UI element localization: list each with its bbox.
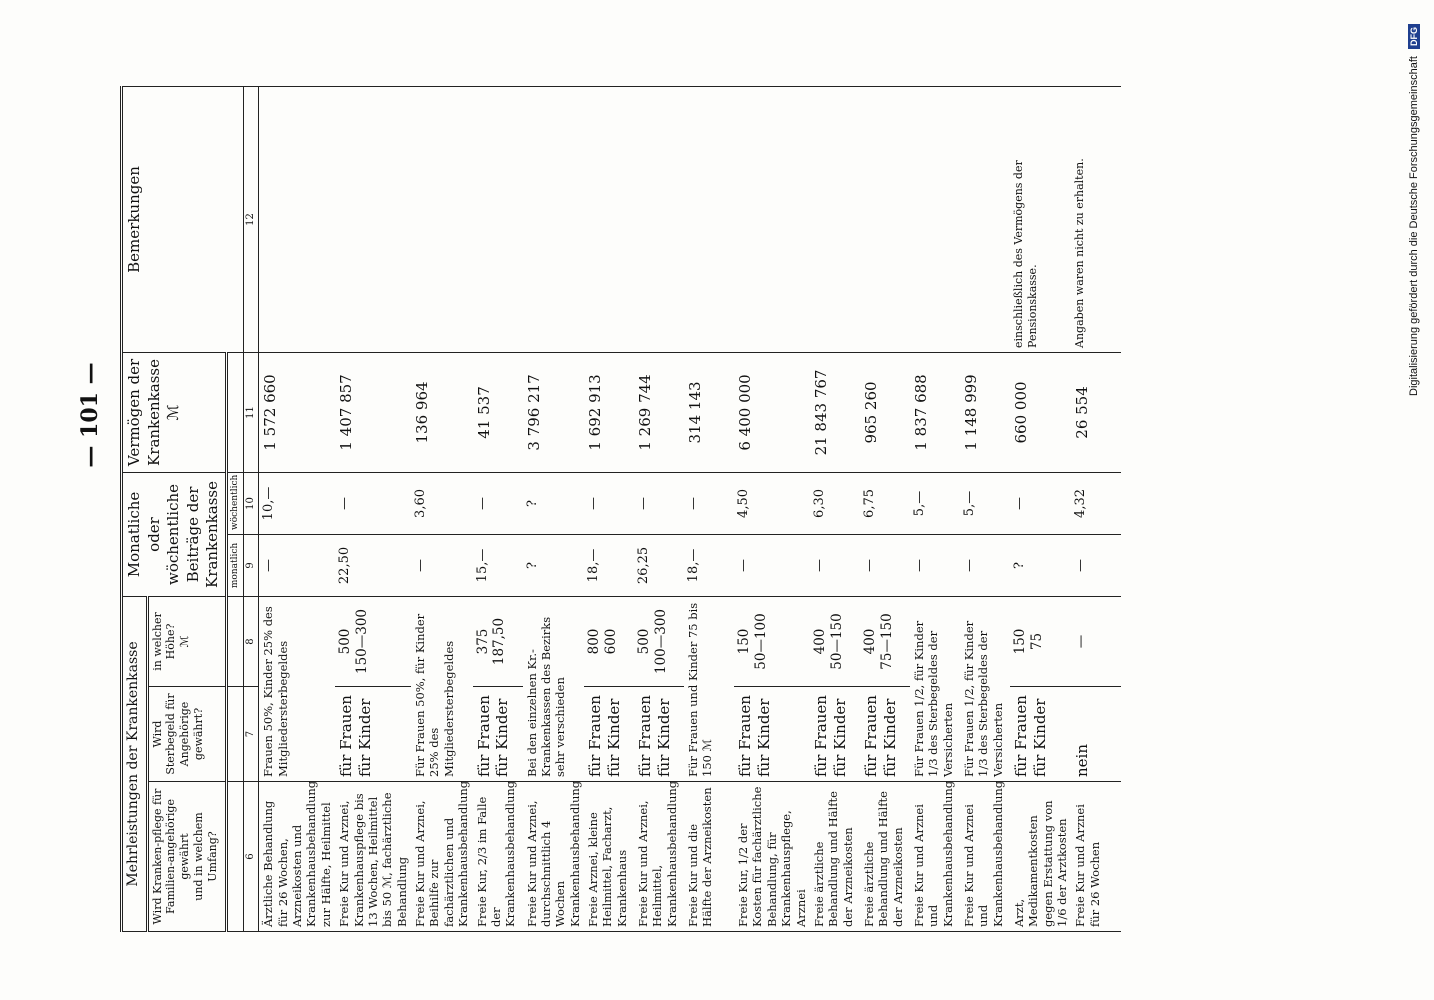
monthly-cell: 22,50 (335, 534, 411, 596)
capital-cell: 26 554 (1071, 352, 1121, 472)
death-benefit-cell: Für Frauen 1/2, für Kinder 1/3 des Sterbegeldes der Versicherten (960, 596, 1010, 781)
monthly-cell: 18,— (584, 534, 634, 596)
spacer-header (226, 687, 243, 782)
family-care-cell: Freie Kur und Arznei und Krankenhausbehandlung (910, 782, 960, 932)
capital-header-label: Vermögen der Krankenkasse (125, 358, 163, 467)
monthly-cell: — (860, 534, 910, 596)
amount-label: in welcher Höhe? (150, 612, 178, 671)
amount-cell: 400 50—150 (810, 596, 860, 686)
col-number: 8 (243, 596, 259, 686)
amount-cell: 400 75—150 (860, 596, 910, 686)
monthly-cell: — (810, 534, 860, 596)
capital-cell: 41 537 (473, 352, 523, 472)
monthly-cell: 15,— (473, 534, 523, 596)
capital-cell: 660 000 (1010, 352, 1072, 472)
weekly-cell: — (1010, 472, 1072, 534)
table-row (523, 86, 585, 931)
table-row (960, 86, 1010, 931)
side-credit-text: Digitalisierung gefördert durch die Deutsche Forschungsgemeinschaft (1408, 56, 1420, 396)
spacer-header (226, 596, 243, 686)
capital-cell: 6 400 000 (734, 352, 810, 472)
weekly-cell: 3,60 (411, 472, 473, 534)
monthly-cell: — (960, 534, 1010, 596)
side-credit (1408, 6, 1428, 396)
capital-cell: 21 843 767 (810, 352, 860, 472)
family-care-cell: Freie Kur und Arznei für 26 Wochen (1071, 782, 1121, 932)
capital-cell: 1 837 688 (910, 352, 960, 472)
family-care-cell: Freie Kur, 1/2 der Kosten für fachärztliche Behandlung, für Krankenhauspflege, Arznei (734, 782, 810, 932)
remarks-header: Bemerkungen (122, 86, 244, 352)
death-benefit-cell: für Frauen für Kinder (860, 687, 910, 782)
table-row (684, 86, 734, 931)
table-body (259, 86, 1122, 931)
table-row (1071, 86, 1121, 931)
capital-cell: 314 143 (684, 352, 734, 472)
weekly-cell: 6,75 (860, 472, 910, 534)
weekly-cell: 10,— (259, 472, 335, 534)
death-benefit-cell: für Frauen für Kinder (810, 687, 860, 782)
table-row (335, 86, 411, 931)
spacer-header (226, 782, 243, 932)
capital-cell: 3 796 217 (523, 352, 585, 472)
weekly-cell: — (634, 472, 684, 534)
col-number: 10 (243, 472, 259, 534)
table-row (860, 86, 910, 931)
remarks-cell (734, 86, 810, 352)
table-row (1010, 86, 1072, 931)
table-row (634, 86, 684, 931)
amount-cell: — (1071, 596, 1121, 686)
death-benefit-cell: für Frauen für Kinder (1010, 687, 1072, 782)
monthly-cell: — (411, 534, 473, 596)
family-care-cell: Freie Kur und Arznei und Krankenhausbehandlung (960, 782, 1010, 932)
family-care-scope-label: und in welchem Umfang? (191, 812, 219, 901)
death-benefit-cell: Bei den einzelnen Kr.-Krankenkassen des Bezirks sehr verschieden (523, 596, 585, 781)
rotated-table-page (75, 60, 1325, 950)
benefits-table (120, 86, 1121, 932)
col-number: 11 (243, 352, 259, 472)
monthly-cell: — (259, 534, 335, 596)
remarks-cell (960, 86, 1010, 352)
dfg-logo: DFG (1408, 24, 1420, 49)
monthly-cell: 26,25 (634, 534, 684, 596)
amount-header (147, 596, 226, 686)
weekly-cell: 5,— (960, 472, 1010, 534)
remarks-cell (684, 86, 734, 352)
family-care-cell: Freie Arznei, kleine Heilmittel, Facharzt, Krankenhaus (584, 782, 634, 932)
amount-cell: 150 75 (1010, 596, 1072, 686)
family-care-cell: Freie Kur, 2/3 im Falle der Krankenhausbehandlung (473, 782, 523, 932)
death-benefit-cell: Für Frauen und Kinder 75 bis 150 ℳ (684, 596, 734, 781)
weekly-cell: 5,— (910, 472, 960, 534)
contributions-header: Monatliche oder wöchentliche Beiträge der Krankenkasse (122, 472, 227, 596)
capital-cell: 1 572 660 (259, 352, 335, 472)
death-benefit-cell: Für Frauen 50%, für Kinder 25% des Mitgliedersterbegeldes (411, 596, 473, 781)
capital-cell: 1 269 744 (634, 352, 684, 472)
death-benefit-cell: für Frauen für Kinder (634, 687, 684, 782)
family-care-cell: Freie Kur und Arznei, Heilmittel, Krankenhausbehandlung (634, 782, 684, 932)
remarks-cell (860, 86, 910, 352)
capital-cell: 136 964 (411, 352, 473, 472)
monthly-cell: — (1071, 534, 1121, 596)
capital-cell: 1 692 913 (584, 352, 634, 472)
remarks-cell (523, 86, 585, 352)
capital-cell: 1 148 999 (960, 352, 1010, 472)
col-number: 12 (243, 86, 259, 352)
amount-cell: 500 100—300 (634, 596, 684, 686)
family-care-cell: Arzt, Medikamentkosten gegen Erstattung von 1/6 der Arztkosten (1010, 782, 1072, 932)
monthly-cell: — (910, 534, 960, 596)
remarks-cell (634, 86, 684, 352)
capital-cell: 965 260 (860, 352, 910, 472)
family-care-cell: Freie Kur und die Hälfte der Arzneikosten (684, 782, 734, 932)
capital-unit: ℳ (164, 404, 182, 421)
death-benefit-cell: für Frauen für Kinder (734, 687, 810, 782)
remarks-cell (584, 86, 634, 352)
table-row (734, 86, 810, 931)
remarks-cell (810, 86, 860, 352)
col-number: 9 (243, 534, 259, 596)
monthly-cell: ? (1010, 534, 1072, 596)
death-benefit-cell: Frauen 50%, Kinder 25% des Mitgliedersterbegeldes (259, 596, 335, 781)
family-care-cell: Freie Kur und Arznei, durchschnittlich 4 Wochen Krankenhausbehandlung (523, 782, 585, 932)
monthly-cell: ? (523, 534, 585, 596)
amount-cell: 150 50—100 (734, 596, 810, 686)
amount-unit: ℳ (178, 635, 192, 648)
death-benefit-cell: für Frauen für Kinder (335, 687, 411, 782)
remarks-cell (411, 86, 473, 352)
family-care-header (147, 782, 226, 932)
monthly-cell: 18,— (684, 534, 734, 596)
death-benefit-cell: für Frauen für Kinder (473, 687, 523, 782)
remarks-cell (259, 86, 335, 352)
death-benefit-header: Wird Sterbegeld für Angehörige gewährt? (147, 687, 226, 782)
capital-cell: 1 407 857 (335, 352, 411, 472)
remarks-cell: einschließlich des Vermögens der Pensionskasse. (1010, 86, 1072, 352)
weekly-cell: — (335, 472, 411, 534)
weekly-cell: — (473, 472, 523, 534)
page-number: — 101 — (77, 362, 103, 468)
weekly-cell: 6,30 (810, 472, 860, 534)
group-header: Mehrleistungen der Krankenkasse (122, 596, 148, 931)
death-benefit-cell: für Frauen für Kinder (584, 687, 634, 782)
weekly-cell: — (684, 472, 734, 534)
table-row (810, 86, 860, 931)
family-care-cell: Ärztliche Behandlung für 26 Wochen, Arzneikosten und Krankenhausbehandlung zur Hälfte, Heilmittel (259, 782, 335, 932)
remarks-cell (473, 86, 523, 352)
weekly-cell: ? (523, 472, 585, 534)
remarks-cell: Angaben waren nicht zu erhalten. (1071, 86, 1121, 352)
table-row (411, 86, 473, 931)
death-benefit-cell: nein (1071, 687, 1121, 782)
table-row (584, 86, 634, 931)
family-care-cell: Freie Kur und Arznei, Beihilfe zur fachärztlichen und Krankenhausbehandlung (411, 782, 473, 932)
family-care-cell: Freie ärztliche Behandlung und Hälfte der Arzneikosten (810, 782, 860, 932)
col-number: 7 (243, 687, 259, 782)
weekly-header: wöchentlich (226, 472, 243, 534)
death-benefit-cell: Für Frauen 1/2, für Kinder 1/3 des Sterbegeldes der Versicherten (910, 596, 960, 781)
weekly-cell: — (584, 472, 634, 534)
side-credit-band (1405, 6, 1433, 396)
table-row (910, 86, 960, 931)
weekly-cell: 4,50 (734, 472, 810, 534)
amount-cell: 375 187,50 (473, 596, 523, 686)
table-row (259, 86, 335, 931)
amount-cell: 800 600 (584, 596, 634, 686)
family-care-cell: Freie ärztliche Behandlung und Hälfte der Arzneikosten (860, 782, 910, 932)
table-row (473, 86, 523, 931)
monthly-header: monatlich (226, 534, 243, 596)
family-care-cell: Freie Kur und Arznei, Krankenhauspflege bis 13 Wochen, Heilmittel bis 50 ℳ, fachärztliche Behandlung (335, 782, 411, 932)
weekly-cell: 4,32 (1071, 472, 1121, 534)
remarks-cell (910, 86, 960, 352)
capital-header (122, 352, 227, 472)
amount-cell: 500 150—300 (335, 596, 411, 686)
monthly-cell: — (734, 534, 810, 596)
spacer-header (226, 352, 243, 472)
remarks-cell (335, 86, 411, 352)
family-care-label: Wird Kranken-pflege für Familien-angehörige gewährt (150, 788, 192, 925)
col-number: 6 (243, 782, 259, 932)
